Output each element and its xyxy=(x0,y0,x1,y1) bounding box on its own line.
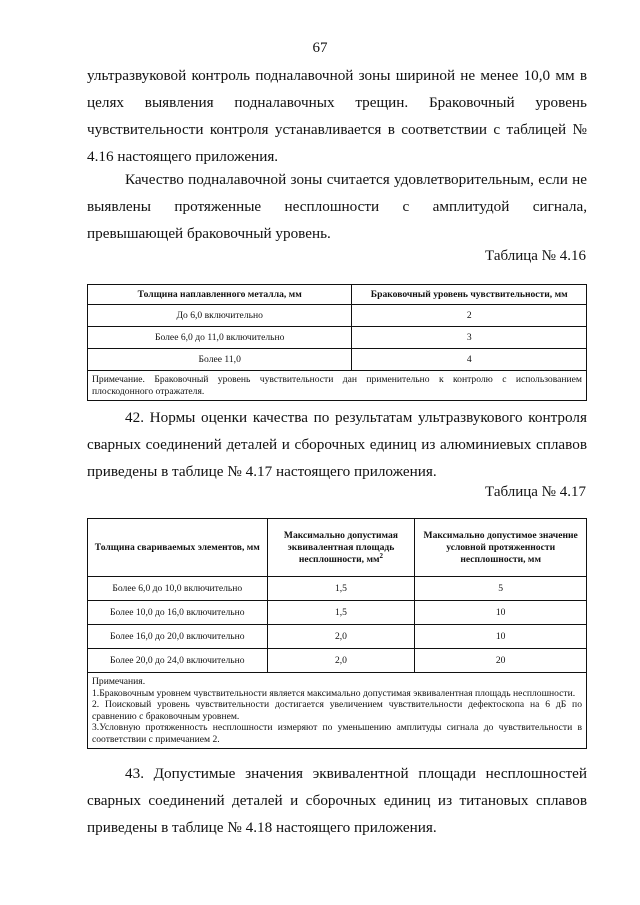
paragraph-42-aluminium: 42. Нормы оценки качества по результатам ультразвукового контроля сварных соединений деталей и сборочных единиц из алюминиевых сплавов приведены в таблице № 4.17 настоящего приложения. xyxy=(87,409,587,480)
table-row xyxy=(88,327,587,349)
superscript: 2 xyxy=(379,551,384,560)
table-cell: 2,0 xyxy=(267,625,415,649)
note-heading: Примечания. xyxy=(92,676,146,687)
note-2: 2. Поисковый уровень чувствительности достигается увеличением чувствительности дефектоскопа на 6 дБ по сравнению с браковочным уровнем. xyxy=(92,699,582,722)
table-row xyxy=(88,349,587,371)
table-4-16 xyxy=(87,284,587,401)
table-4-16-header-rejection-level: Браковочный уровень чувствительности, мм xyxy=(352,285,587,305)
table-cell: 10 xyxy=(415,601,587,625)
table-row xyxy=(88,577,587,601)
table-4-17-header-equivalent-area xyxy=(267,519,415,577)
table-row xyxy=(88,649,587,673)
table-cell: 2 xyxy=(352,305,587,327)
note-3: 3.Условную протяженность несплошности измеряют по уменьшению амплитуды сигнала до чувствительности в соответствии с примечанием 2. xyxy=(92,722,582,745)
table-cell: Более 6,0 до 10,0 включительно xyxy=(88,577,268,601)
table-4-17-header-thickness: Толщина свариваемых элементов, мм xyxy=(88,519,268,577)
table-cell: 1,5 xyxy=(267,601,415,625)
table-4-16-caption: Таблица № 4.16 xyxy=(485,248,586,264)
table-4-17-caption: Таблица № 4.17 xyxy=(485,484,586,500)
table-4-17 xyxy=(87,518,587,749)
table-cell: До 6,0 включительно xyxy=(88,305,352,327)
table-cell: Более 11,0 xyxy=(88,349,352,371)
table-cell: Более 6,0 до 11,0 включительно xyxy=(88,327,352,349)
table-cell: Более 20,0 до 24,0 включительно xyxy=(88,649,268,673)
table-cell: 3 xyxy=(352,327,587,349)
header-text: Максимально допустимая эквивалентная площадь несплошности, мм xyxy=(283,529,398,565)
paragraph-subclad-zone-quality: Качество подналавочной зоны считается удовлетворительным, если не выявлены протяженные несплошности с амплитудой сигнала, превышающей браковочный уровень. xyxy=(87,171,587,242)
table-4-16-header-thickness: Толщина наплавленного металла, мм xyxy=(88,285,352,305)
table-cell: 20 xyxy=(415,649,587,673)
page-number: 67 xyxy=(312,40,328,56)
table-cell: 1,5 xyxy=(267,577,415,601)
table-cell: 4 xyxy=(352,349,587,371)
table-cell: 10 xyxy=(415,625,587,649)
table-4-17-notes xyxy=(88,673,587,749)
table-cell: Более 10,0 до 16,0 включительно xyxy=(88,601,268,625)
paragraph-subclad-zone-control: ультразвуковой контроль подналавочной зоны шириной не менее 10,0 мм в целях выявления подналавочных трещин. Браковочный уровень чувствительности контроля устанавливается в соответствии с таблицей № 4.16 настоящего приложения. xyxy=(87,67,587,165)
table-cell: 2,0 xyxy=(267,649,415,673)
table-4-17-header-conditional-length: Максимально допустимое значение условной протяженности несплошности, мм xyxy=(415,519,587,577)
table-cell: 5 xyxy=(415,577,587,601)
note-1: 1.Браковочным уровнем чувствительности является максимально допустимая эквивалентная площадь несплошности. xyxy=(92,687,576,699)
table-cell: Более 16,0 до 20,0 включительно xyxy=(88,625,268,649)
table-4-16-note: Примечание. Браковочный уровень чувствительности дан применительно к контролю с использованием плоскодонного отражателя. xyxy=(88,371,587,401)
table-row xyxy=(88,305,587,327)
table-row xyxy=(88,601,587,625)
table-row xyxy=(88,625,587,649)
paragraph-43-titanium: 43. Допустимые значения эквивалентной площади несплошностей сварных соединений деталей и сборочных единиц из титановых сплавов приведены в таблице № 4.18 настоящего приложения. xyxy=(87,765,587,836)
